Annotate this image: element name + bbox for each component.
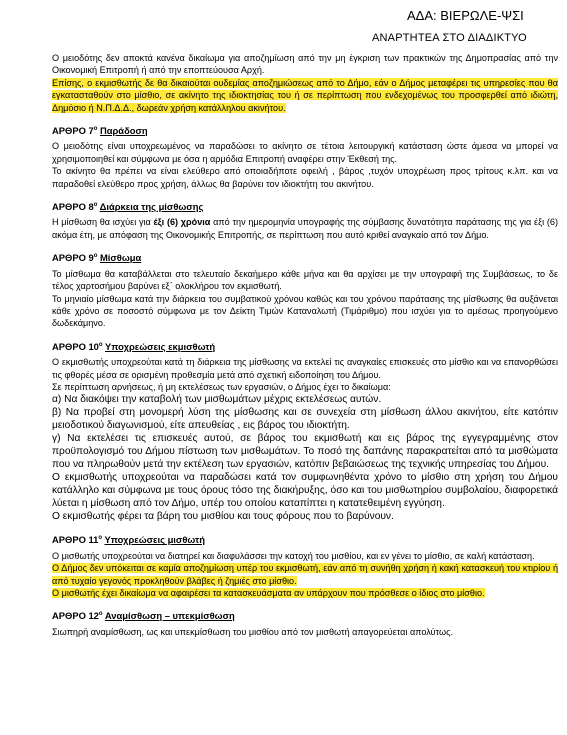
article-10-paragraph-1: Ο εκμισθωτής υποχρεούται κατά τη διάρκεια της μίσθωσης να εκτελεί τις αναγκαίες επισκευές στο μίσθιο και να επανορθώσει τις φθορές μέσα σε ορισμένη προθεσμία μετά από σχετική ειδοποίηση του Δήμου.: [52, 357, 558, 380]
article-11-paragraph-1: Ο μισθωτής υποχρεούται να διατηρεί και διαφυλάσσει την κατοχή του μισθίου, και εν γένει το μίσθιο, σε καλή κατάσταση.: [52, 550, 535, 561]
article-11-paragraph-2: [52, 562, 558, 587]
highlighted-text: Ο μισθωτής έχει δικαίωμα να αφαιρέσει τα κατασκευάσματα αν υπάρχουν που πρόσθεσε ο ίδιος στο μίσθιο.: [52, 587, 485, 598]
article-10-item-a: α) Να διακόψει την καταβολή των μισθωμάτων μέχρις εκτελέσεως αυτών.: [52, 394, 382, 406]
duration-bold: έξι (6) χρόνια: [153, 217, 211, 228]
article-10-paragraph-3: Ο εκμισθωτής υποχρεούται να παραδώσει κατά τον συμφωνηθέντα χρόνο το μίσθιο στη χρήση του Δήμου κατάλληλο και σύμφωνα με τους όρους τόσο της διακήρυξης, όσο και του μισθωτηρίου συμβολαίου, διαφορετικά λύεται η μίσθωση από τον Δήμο, υπέρ του οποίου καταπίπτει η κατατεθειμένη εγγύηση.: [52, 472, 558, 510]
document-body: [52, 52, 558, 638]
intro-paragraph-2: [52, 77, 558, 114]
posting-notice: ΑΝΑΡΤΗΤΕΑ ΣΤΟ ΔΙΑΔΙΚΤΥΟ: [372, 32, 527, 44]
article-10-paragraph-4: Ο εκμισθωτής φέρει τα βάρη του μισθίου και τους φόρους που το βαρύνουν.: [52, 511, 394, 523]
article-10-paragraph-2: Σε περίπτωση αρνήσεως, ή μη εκτελέσεως των εργασιών, ο Δήμος έχει το δικαίωμα:: [52, 381, 391, 392]
article-11-heading: ΑΡΘΡΟ $11^o$ Υποχρεώσεις μισθωτή: [52, 534, 205, 546]
intro-paragraph-1: Ο μειοδότης δεν αποκτά κανένα δικαίωμα για αποζημίωση από την μη έγκριση των πρακτικών της Δημοπρασίας από την Οικονομική Επιτροπή ή από την εποπτεύουσα Αρχή.: [52, 53, 558, 76]
article-8-title: Διάρκεια της μίσθωσης: [99, 201, 204, 213]
article-9-heading: ΑΡΘΡΟ $9^o$ Μίσθωμα: [52, 252, 142, 264]
article-9-paragraph-1: Το μίσθωμα θα καταβάλλεται στο τελευταίο δεκαήμερο κάθε μήνα και θα αρχίσει με την υπογραφή της Συμβάσεως, το δε τέλος χαρτοσήμου βαρύνει εξ΄ ολοκλήρου τον εκμισθωτή.: [52, 268, 558, 292]
article-12-title: Αναμίσθωση – υπεκμίσθωση: [104, 610, 235, 622]
ada-code: ΑΔΑ: ΒΙΕΡΩΛΕ-ΨΣΙ: [407, 8, 524, 23]
highlighted-text: Ο Δήμος δεν υπόκειται σε καμία αποζημίωση υπέρ του εκμισθωτή, εάν από τη συνήθη χρήση ή κακή κατασκευή του κτιρίου ή από τυχαίο γεγονός προκληθούν βλάβες ή ζημιές στο μίσθιο.: [52, 563, 558, 586]
article-11-paragraph-3: [52, 587, 558, 599]
article-7-paragraph-1: Ο μειοδότης είναι υποχρεωμένος να παραδώσει το ακίνητο σε τέτοια λειτουργική κατάσταση ώστε άμεσα να μπορεί να χρησιμοποιηθεί και σύμφωνα με όσα η αρμόδια Επιτροπή αναφέρει στην Έκθεσή της.: [52, 141, 558, 164]
article-10-item-c: γ) Να εκτελέσει τις επισκευές αυτού, σε βάρος του εκμισθωτή και εις βάρος της εγγεγραμμένης στον προϋπολογισμό του Δήμου πίστωση των μισθωμάτων. Το ποσό της δαπάνης παρακρατείται από τα μισθώματα που να πληρωθούν μετά την εκτέλεση των εργασιών, κατόπιν βεβαιώσεως της τεχνικής υπηρεσίας του Δήμου.: [52, 433, 558, 471]
article-12-heading: ΑΡΘΡΟ $12^o$ Αναμίσθωση – υπεκμίσθωση: [52, 610, 235, 622]
article-12-paragraph: Σιωπηρή αναμίσθωση, ως και υπεκμίσθωση του μισθίου από τον μισθωτή απαγορεύεται απολύτως.: [52, 626, 454, 637]
article-10-heading: ΑΡΘΡΟ $10^o$ Υποχρεώσεις εκμισθωτή: [52, 340, 216, 352]
article-7-title: Παράδοση: [99, 125, 148, 137]
article-11-title: Υποχρεώσεις μισθωτή: [104, 534, 205, 546]
article-10-title: Υποχρεώσεις εκμισθωτή: [105, 340, 216, 352]
article-9-title: Μίσθωμα: [99, 252, 142, 264]
article-8-paragraph: Η μίσθωση θα ισχύει για έξι (6) χρόνια από την ημερομηνία υπογραφής της σύμβασης δυνατότητα παράτασης της για έξι (6) ακόμα έτη, με απόφαση της Οικονομικής Επιτροπής, σε περίπτωση που αυτό κριθεί αναγκαίο από τον Δήμο.: [52, 217, 559, 240]
article-8-heading: ΑΡΘΡΟ $8^o$ Διάρκεια της μίσθωσης: [52, 201, 204, 213]
article-7-paragraph-2: Το ακίνητο θα πρέπει να είναι ελεύθερο από οποιαδήποτε οφειλή , βάρος ,τυχόν υποχρέωση προς τρίτους κ.λπ. και να παραδοθεί ελεύθερο προς χρήση, άλλως θα βαρύνει τον ιδιοκτήτη του ακινήτου.: [52, 166, 558, 189]
highlighted-text: Επίσης, ο εκμισθωτής δε θα δικαιούται ουδεμίας αποζημιώσεως από το Δήμο, εάν ο Δήμος μεταφέρει τις υπηρεσίες που θα εγκατασταθούν στο μίσθιο, σε ακίνητο της ιδιοκτησίας του ή σε περίπτωση που ενδεχομένως του προσφερθεί από ιδιώτη, Δημόσιο ή Ν.Π.Δ.Δ., δωρεάν χρήση κατάλληλου ακινήτου.: [52, 77, 558, 113]
article-9-paragraph-2: Το μηνιαίο μίσθωμα κατά την διάρκεια του συμβατικού χρόνου καθώς και του χρόνου παράτασης της μίσθωσης θα αυξάνεται κάθε χρόνο σε ποσοστό σύμφωνα με τον Δείκτη Τιμών Καταναλωτή (Τιμάριθμο) που ισχύει για το αμέσως προηγούμενο δωδεκάμηνο.: [52, 293, 558, 329]
article-7-heading: ΑΡΘΡΟ $7^o$ Παράδοση: [52, 125, 148, 137]
article-10-item-b: β) Να προβεί στη μονομερή λύση της μίσθωσης και σε συνεχεία στη μίσθωση άλλου ακινήτου, είτε κατόπιν μειοδοτικού διαγωνισμού, είτε απευθείας , εις βάρος του ιδιοκτήτη.: [52, 407, 558, 432]
